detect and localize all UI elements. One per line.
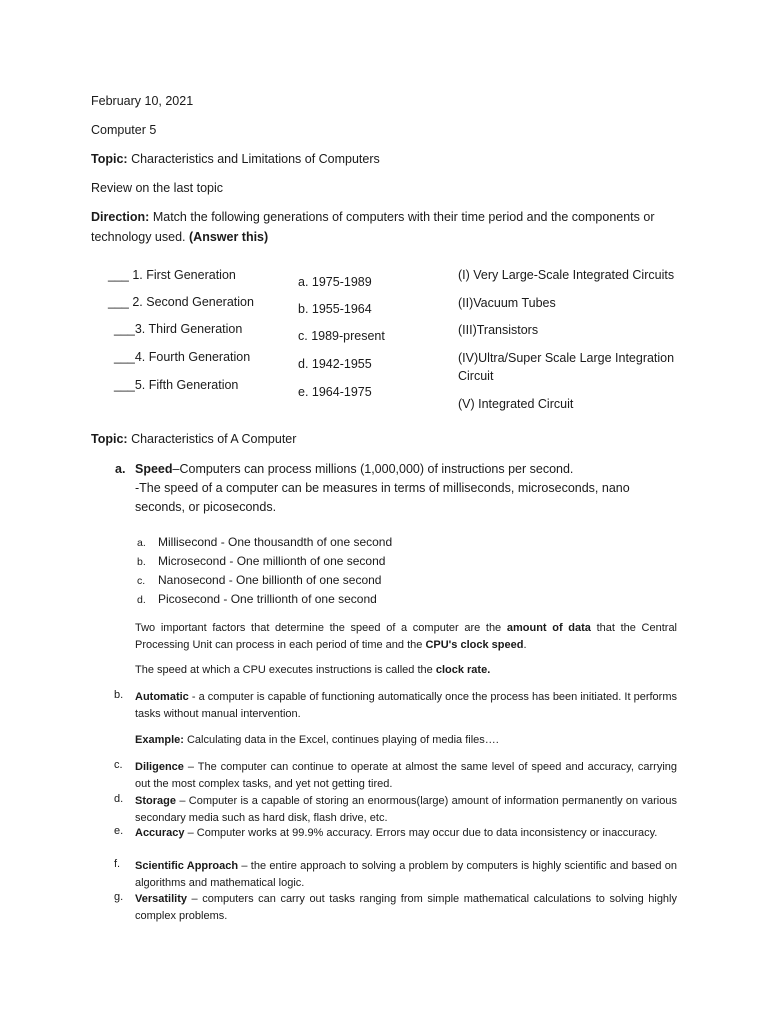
accuracy-letter: e. (114, 825, 124, 837)
generation-2: ___ 2. Second Generation (108, 295, 254, 309)
unit-millisecond: Millisecond - One thousandth of one second (158, 535, 393, 549)
unit-letter-b: b. (137, 556, 146, 568)
period-e: e. 1964-1975 (298, 385, 372, 399)
versatility-term: Versatility (135, 893, 187, 905)
direction-label: Direction: (91, 210, 150, 224)
period-d: d. 1942-1955 (298, 357, 372, 371)
diligence-text: – The computer can continue to operate at almost the same level of speed and accuracy, carrying out the most complex tasks, and yet not getting tired. (135, 761, 677, 790)
generation-5: ___5. Fifth Generation (114, 378, 239, 392)
speed-letter: a. (115, 462, 126, 476)
date: February 10, 2021 (91, 94, 194, 108)
diligence-term: Diligence (135, 761, 184, 773)
direction-text: Match the following generations of computers with their time period and the components or (152, 210, 655, 224)
speed-text-1: –Computers can process millions (1,000,000) of instructions per second. (172, 462, 574, 476)
speed-term: Speed (135, 462, 173, 476)
speed-factors-paragraph (135, 620, 677, 653)
topic-label: Topic: (91, 152, 128, 166)
answer-this: (Answer this) (189, 230, 269, 244)
versatility-paragraph (135, 891, 677, 924)
unit-nanosecond: Nanosecond - One billionth of one second (158, 573, 382, 587)
clock-rate-term: clock rate. (435, 664, 491, 676)
unit-letter-c: c. (137, 575, 146, 587)
technology-4: (IV)Ultra/Super Scale Large Integration (458, 351, 675, 365)
topic-title: Characteristics and Limitations of Computers (131, 152, 380, 166)
diligence-paragraph (135, 759, 677, 792)
period-b: b. 1955-1964 (298, 302, 372, 316)
scientific-paragraph (135, 858, 677, 891)
generation-1: ___ 1. First Generation (108, 268, 236, 282)
accuracy-term: Accuracy (135, 827, 185, 839)
topic-line (91, 152, 380, 166)
scientific-term: Scientific Approach (135, 860, 239, 872)
storage-text: – Computer is a capable of storing an enormous(large) amount of information permanently on various secondary media such as hard disk, flash drive, etc. (135, 795, 677, 824)
automatic-paragraph (135, 689, 677, 722)
section-topic-label: Topic: (91, 432, 128, 446)
unit-picosecond: Picosecond - One trillionth of one second (158, 592, 377, 606)
example-label: Example: (135, 734, 184, 746)
speed-line-2: -The speed of a computer can be measures in terms of milliseconds, microseconds, nano (135, 481, 630, 495)
clock-rate-text: The speed at which a CPU executes instructions is called the (135, 664, 433, 676)
accuracy-text: – Computer works at 99.9% accuracy. Errors may occur due to data inconsistency or inaccuracy. (187, 827, 658, 839)
storage-paragraph (135, 793, 677, 826)
technology-4-cont: Circuit (458, 369, 494, 383)
period-c: c. 1989-present (298, 329, 385, 343)
section-topic-title: Characteristics of A Computer (131, 432, 297, 446)
direction-line-1 (91, 210, 655, 224)
clock-rate-line (135, 664, 490, 676)
scientific-text: – the entire approach to solving a problem by computers is highly scientific and based on algorithms and mathematical logic. (135, 860, 677, 889)
automatic-text: - a computer is capable of functioning automatically once the process has been initiated. It performs tasks without manual intervention. (135, 691, 677, 720)
generation-4: ___4. Fourth Generation (114, 350, 251, 364)
storage-term: Storage (135, 795, 176, 807)
unit-microsecond: Microsecond - One millionth of one second (158, 554, 386, 568)
technology-5: (V) Integrated Circuit (458, 397, 574, 411)
automatic-example (135, 734, 499, 746)
technology-1: (I) Very Large-Scale Integrated Circuits (458, 268, 675, 282)
subject: Computer 5 (91, 123, 157, 137)
factors-amount-of-data: amount of data (506, 622, 591, 634)
technology-2: (II)Vacuum Tubes (458, 296, 556, 310)
factors-clock-speed: CPU's clock speed (425, 638, 524, 651)
direction-line-2 (91, 230, 268, 244)
accuracy-paragraph (135, 825, 677, 842)
factors-end: . (523, 638, 527, 651)
direction-text-2: technology used. (91, 230, 186, 244)
generation-3: ___3. Third Generation (114, 322, 243, 336)
speed-line-1 (135, 462, 573, 476)
storage-letter: d. (114, 793, 124, 805)
example-text: Calculating data in the Excel, continues playing of media files…. (186, 734, 499, 746)
section-topic-line (91, 432, 296, 446)
factors-text-2: that the Central Processing Unit can process in each period of time and the (135, 622, 678, 651)
unit-letter-a: a. (137, 537, 146, 549)
versatility-text: – computers can carry out tasks ranging from simple mathematical calculations to solving highly complex problems. (135, 893, 677, 922)
automatic-term: Automatic (135, 691, 189, 703)
period-a: a. 1975-1989 (298, 275, 372, 289)
factors-text-1: Two important factors that determine the speed of a computer are the (135, 622, 502, 634)
diligence-letter: c. (114, 759, 123, 771)
automatic-letter: b. (114, 689, 124, 701)
unit-letter-d: d. (137, 594, 146, 606)
review-line: Review on the last topic (91, 181, 224, 195)
speed-line-3: seconds, or picoseconds. (135, 500, 277, 514)
versatility-letter: g. (114, 891, 124, 903)
scientific-letter: f. (114, 858, 121, 870)
technology-3: (III)Transistors (458, 323, 539, 337)
